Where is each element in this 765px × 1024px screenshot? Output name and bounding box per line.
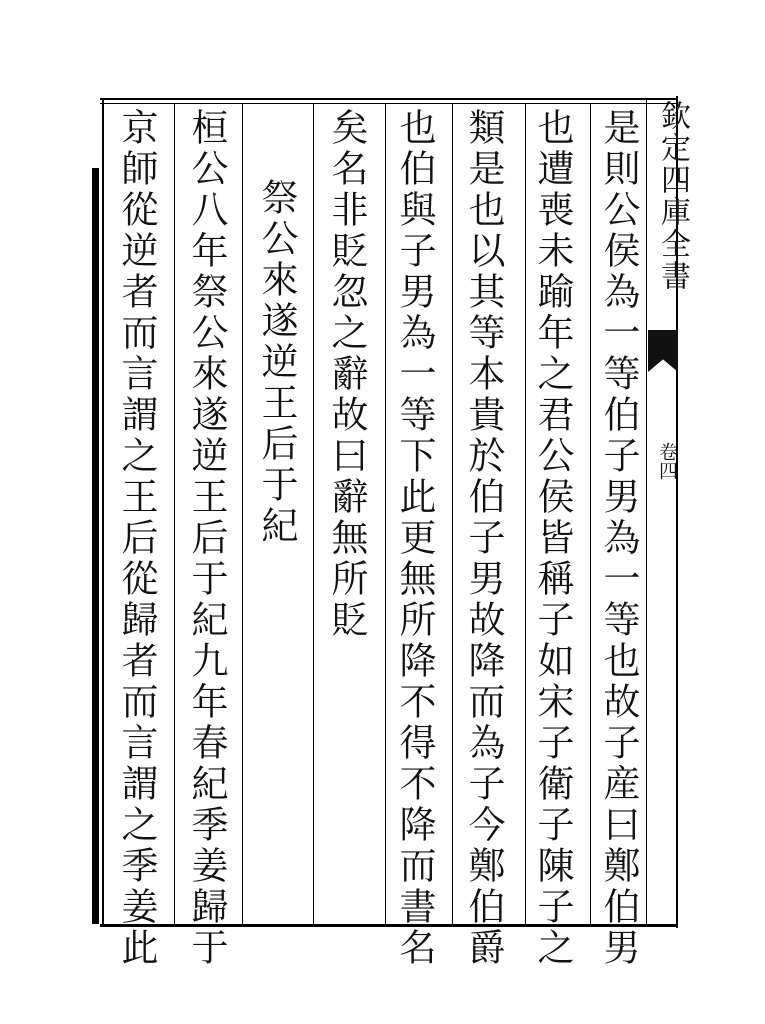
column-divider (452, 104, 453, 924)
fish-tail-mark (648, 330, 678, 372)
column-divider (174, 104, 175, 924)
column-divider (590, 104, 591, 924)
text-column-5: 矣名非貶忽之辭故曰辭無所貶 (325, 108, 368, 641)
text-column-2: 也遭喪未踰年之君公侯皆稱子如宋子衛子陳子之 (531, 108, 574, 969)
column-divider (242, 104, 243, 924)
text-column-heading: 祭公來遂逆王后于紀 (255, 178, 298, 547)
text-column-9: 京師從逆者而言謂之王后從歸者而言謂之季姜此 (115, 108, 158, 969)
text-column-1: 是則公侯為一等伯子男為一等也故子産曰鄭伯男 (597, 108, 640, 969)
text-column-8: 桓公八年祭公來遂逆王后于紀九年春紀季姜歸于 (185, 108, 228, 969)
text-column-4: 也伯與子男為一等下此更無所降不得不降而書名 (393, 108, 436, 969)
margin-volume-label: 卷四 (656, 442, 678, 480)
frame-left-thick-rule (92, 168, 99, 924)
frame-left-rule (102, 100, 104, 926)
frame-top-rule (100, 98, 678, 100)
text-column-3: 類是也以其等本貴於伯子男故降而為子今鄭伯爵 (462, 108, 505, 969)
column-divider (313, 104, 314, 924)
frame-top-inner-rule (100, 103, 678, 104)
column-divider (525, 104, 526, 924)
column-divider (385, 104, 386, 924)
margin-column-rule (646, 100, 647, 926)
margin-book-title: 欽定四庫全書 (655, 100, 690, 292)
